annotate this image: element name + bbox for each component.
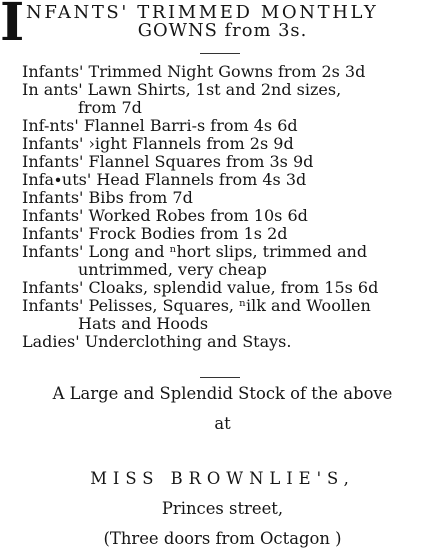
list-item: Infants' Pelisses, Squares, ⁿilk and Woollen bbox=[22, 296, 371, 315]
headline-line-1: NFANTS' TRIMMED MONTHLY bbox=[26, 2, 379, 23]
list-item: Infants' ›ight Flannels from 2s 9d bbox=[22, 134, 294, 153]
list-item: Inf-nts' Flannel Barri-s from 4s 6d bbox=[22, 116, 298, 135]
list-item: In ants' Lawn Shirts, 1st and 2nd sizes, bbox=[22, 80, 342, 99]
list-item: Infants' Frock Bodies from 1s 2d bbox=[22, 224, 288, 243]
dropcap-letter: I bbox=[0, 0, 25, 53]
list-item: Infants' Flannel Squares from 3s 9d bbox=[22, 152, 314, 171]
list-item: Infants' Long and ⁿhort slips, trimmed and bbox=[22, 242, 368, 261]
location-line: (Three doors from Octagon ) bbox=[103, 529, 342, 548]
at-line: at bbox=[214, 414, 231, 433]
street-line: Princes street, bbox=[161, 499, 284, 518]
list-item: untrimmed, very cheap bbox=[78, 260, 267, 279]
list-item: Infants' Trimmed Night Gowns from 2s 3d bbox=[22, 62, 366, 81]
divider-rule bbox=[200, 377, 240, 378]
item-list bbox=[22, 63, 442, 351]
stock-line: A Large and Splendid Stock of the above bbox=[52, 384, 393, 403]
list-item: Infa∙uts' Head Flannels from 4s 3d bbox=[22, 170, 307, 189]
headline-line-2: GOWNS from 3s. bbox=[137, 20, 308, 41]
shop-name: MISS BROWNLIE'S, bbox=[90, 469, 355, 488]
list-item: Ladies' Underclothing and Stays. bbox=[22, 332, 292, 351]
list-item: Infants' Worked Robes from 10s 6d bbox=[22, 206, 308, 225]
list-item: Infants' Bibs from 7d bbox=[22, 188, 193, 207]
list-item: Infants' Cloaks, splendid value, from 15s 6d bbox=[22, 278, 379, 297]
list-item: from 7d bbox=[78, 98, 142, 117]
list-item: Hats and Hoods bbox=[78, 314, 209, 333]
divider-rule bbox=[200, 53, 240, 54]
